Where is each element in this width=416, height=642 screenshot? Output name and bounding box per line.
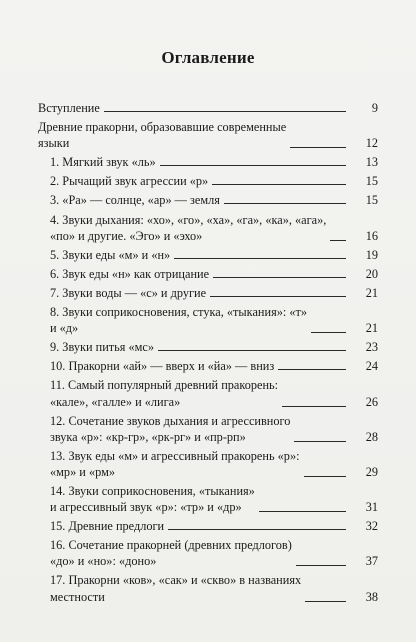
toc-page-number: 19 [365,247,378,262]
toc-entry-title [50,377,278,409]
toc-entry[interactable] [38,339,378,355]
toc-entry-title [50,483,255,515]
toc-entry[interactable] [38,247,378,263]
toc-entry-title-line: 7. Звуки воды — «с» и другие [50,285,207,300]
toc-page-number: 15 [365,193,378,208]
toc-page-number: 26 [365,394,378,409]
leader-line [282,406,346,407]
toc-page-number: 37 [365,554,378,569]
toc-entry-title [50,572,301,604]
toc-entry-title-line: 14. Звуки соприкосновения, «тыкания» [50,483,255,498]
toc-entry-title-line: и агрессивный звук «р»: «тр» и «др» [50,500,242,515]
toc-entry[interactable] [38,212,378,244]
toc-entry[interactable] [38,304,378,336]
toc-entry-title [50,173,354,189]
toc-entry-title [50,537,292,569]
toc-entry[interactable] [38,192,378,208]
toc-entry[interactable] [38,119,378,151]
toc-entry-title [50,358,354,374]
toc-entry[interactable] [38,448,378,480]
leader-line [213,277,346,278]
toc-page-number: 23 [365,340,378,355]
toc-entry-title-line: «по» и другие. «Эго» и «эхо» [50,228,203,243]
toc-page-number: 15 [365,174,378,189]
toc-entry-title-line: языки [38,136,70,151]
toc-entry-title-line: 5. Звуки еды «м» и «н» [50,247,171,262]
leader-line [212,184,346,185]
leader-line [290,147,346,148]
leader-line [174,258,346,259]
leader-line [294,441,346,442]
toc-entry[interactable] [38,285,378,301]
toc-entry[interactable] [38,537,378,569]
toc-entry[interactable] [38,518,378,534]
toc-entry-title-line: 1. Мягкий звук «ль» [50,155,156,170]
leader-line [224,203,346,204]
leader-line [104,111,346,112]
toc-page-number: 21 [365,321,378,336]
toc-entry-title [50,192,354,208]
toc-page-number: 16 [365,228,378,243]
table-of-contents [38,100,378,608]
toc-entry[interactable] [38,100,378,116]
toc-entry[interactable] [38,413,378,445]
toc-entry-title-line: 2. Рычащий звук агрессии «р» [50,174,209,189]
toc-entry-title-line: 3. «Ра» — солнце, «ар» — земля [50,193,220,208]
toc-page-number: 32 [365,519,378,534]
page-title: Оглавление [161,48,255,67]
toc-entry-title-line: Древние пракорни, образовавшие современные [38,120,287,135]
toc-page-number: 20 [365,266,378,281]
toc-entry-title-line: 13. Звук еды «м» и агрессивный пракорень «р»: [50,448,300,463]
toc-entry-title-line: местности [50,589,105,604]
leader-line [304,476,346,477]
leader-line [330,240,346,241]
toc-entry-title-line: и «д» [50,321,79,336]
toc-entry-title-line: «кале», «галле» и «лига» [50,394,181,409]
toc-entry[interactable] [38,173,378,189]
toc-entry-title-line: «мр» и «рм» [50,464,115,479]
toc-entry-title [50,339,354,355]
leader-line [305,601,346,602]
toc-entry[interactable] [38,377,378,409]
toc-page-number: 13 [365,155,378,170]
entry-spacer [38,605,378,608]
leader-line [168,529,346,530]
toc-entry-title [50,154,354,170]
toc-page-number: 12 [365,136,378,151]
toc-entry[interactable] [38,266,378,282]
toc-entry-title [50,518,354,534]
toc-entry-title [38,119,286,151]
toc-entry-title [50,266,354,282]
toc-entry[interactable] [38,483,378,515]
toc-page-number: 38 [365,589,378,604]
leader-line [278,369,346,370]
leader-line [259,511,346,512]
leader-line [158,350,346,351]
toc-entry[interactable] [38,572,378,604]
toc-entry-title-line: 4. Звуки дыхания: «хо», «го», «ха», «га», «ка», «ага», [50,212,327,227]
toc-entry[interactable] [38,358,378,374]
toc-entry-title-line: 12. Сочетание звуков дыхания и агрессивного [50,413,291,428]
leader-line [160,165,346,166]
toc-entry-title [50,285,354,301]
toc-entry-title-line: 6. Звук еды «н» как отрицание [50,266,210,281]
toc-entry[interactable] [38,154,378,170]
toc-page-number: 31 [365,500,378,515]
toc-entry-title [50,212,326,244]
toc-entry-title [50,448,300,480]
toc-entry-title-line: 16. Сочетание пракорней (древних предлогов) [50,538,292,553]
toc-entry-title [50,413,290,445]
toc-page-number: 21 [365,285,378,300]
toc-entry-title-line: звука «р»: «кр-гр», «рк-рг» и «пр-рп» [50,429,246,444]
toc-entry-title-line: 9. Звуки питья «мс» [50,340,155,355]
toc-entry-title-line: «до» и «но»: «доно» [50,554,157,569]
leader-line [311,332,346,333]
toc-entry-title-line: 10. Пракорни «ай» — вверх и «йа» — вниз [50,359,275,374]
toc-entry-title [50,247,354,263]
toc-entry-title-line: 15. Древние предлоги [50,519,165,534]
toc-page-number: 9 [371,101,378,115]
leader-line [210,296,346,297]
leader-line [296,565,346,566]
toc-entry-title-line: 11. Самый популярный древний пракорень: [50,378,279,393]
toc-entry-title-line: 8. Звуки соприкосновения, стука, «тыкания»: «т» [50,305,308,320]
toc-entry-title [50,304,307,336]
toc-entry-title-line: Вступление [38,101,100,115]
toc-page-number: 24 [365,359,378,374]
toc-page-number: 28 [365,429,378,444]
toc-page-number: 29 [365,464,378,479]
toc-entry-title [38,100,354,116]
toc-entry-title-line: 17. Пракорни «ков», «сак» и «скво» в названиях [50,573,302,588]
